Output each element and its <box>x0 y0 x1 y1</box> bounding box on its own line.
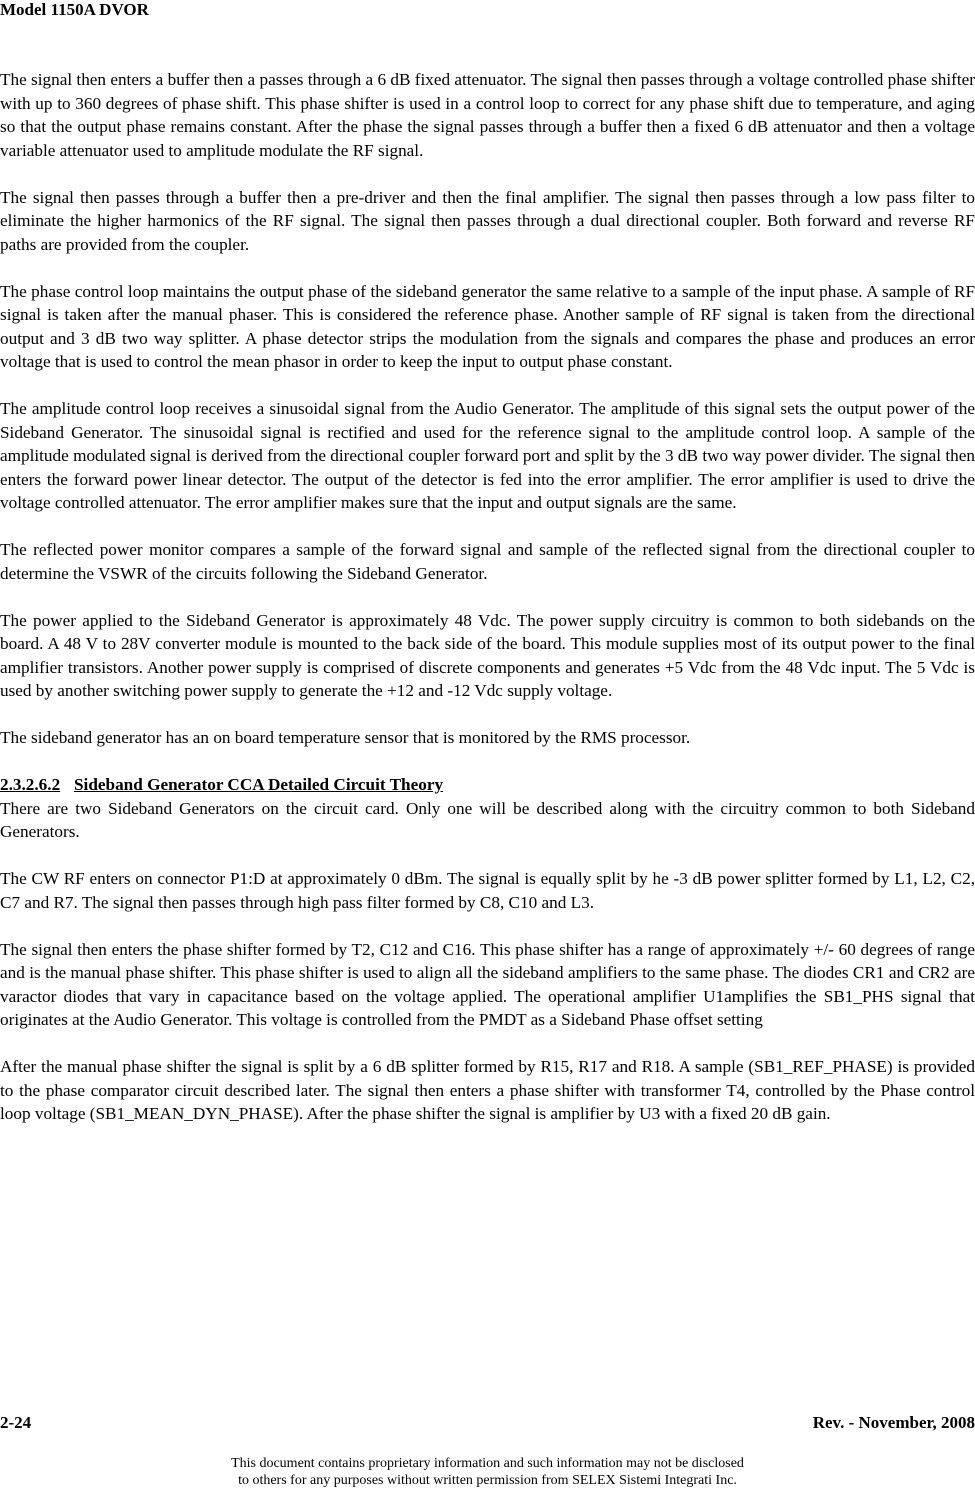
paragraph: The amplitude control loop receives a sinusoidal signal from the Audio Generator. The amplitude of this signal sets the output power of the Sideband Generator. The sinusoidal signal is rectified and used for the reference signal to the amplitude control loop. A sample of the amplitude modulated signal is derived from the directional coupler forward port and split by the 3 dB two way power divider. The signal then enters the forward power linear detector. The output of the detector is fed into the error amplifier. The error amplifier is used to drive the voltage controlled attenuator. The error amplifier makes sure that the input and output signals are the same. <box>0 399 975 512</box>
section-title: Sideband Generator CCA Detailed Circuit Theory <box>74 775 444 794</box>
disclaimer-line-2: to others for any purposes without written permission from SELEX Sistemi Integrati Inc. <box>238 1473 737 1488</box>
footer-page-number: 2-24 <box>0 1413 32 1432</box>
paragraph: The CW RF enters on connector P1:D at approximately 0 dBm. The signal is equally split by he -3 dB power splitter formed by L1, L2, C2, C7 and R7. The signal then passes through high pass filter formed by C8, C10 and L3. <box>0 869 975 912</box>
paragraph: The signal then enters the phase shifter formed by T2, C12 and C16. This phase shifter has a range of approximately +/- 60 degrees of range and is the manual phase shifter. This phase shifter is used to align all the sideband amplifiers to the same phase. The diodes CR1 and CR2 are varactor diodes that vary in capacitance based on the voltage applied. The operational amplifier U1amplifies the SB1_PHS signal that originates at the Audio Generator. This voltage is controlled from the PMDT as a Sideband Phase offset setting <box>0 939 975 1029</box>
paragraph: There are two Sideband Generators on the circuit card. Only one will be described along with the circuitry common to both Sideband Generators. <box>0 798 975 841</box>
disclaimer-line-1: This document contains proprietary information and such information may not be disclosed <box>231 1456 744 1471</box>
paragraph: The signal then passes through a buffer then a pre-driver and then the final amplifier. The signal then passes through a low pass filter to eliminate the higher harmonics of the RF signal. The signal then passes through a dual directional coupler. Both forward and reverse RF paths are provided from the coupler. <box>0 187 975 254</box>
document-body <box>0 68 975 1149</box>
paragraph: The reflected power monitor compares a sample of the forward signal and sample of the reflected signal from the directional coupler to determine the VSWR of the circuits following the Sideband Generator. <box>0 540 975 583</box>
footer-revision: Rev. - November, 2008 <box>812 1413 975 1432</box>
paragraph: The phase control loop maintains the output phase of the sideband generator the same relative to a sample of the input phase. A sample of RF signal is taken after the manual phaser. This is considered the reference phase. Another sample of RF signal is taken from the directional output and 3 dB two way splitter. A phase detector strips the modulation from the signals and compares the phase and produces an error voltage that is used to control the mean phasor in order to keep the input to output phase constant. <box>0 281 975 371</box>
paragraph: After the manual phase shifter the signal is split by a 6 dB splitter formed by R15, R17 and R18. A sample (SB1_REF_PHASE) is provided to the phase comparator circuit described later. The signal then enters a phase shifter with transformer T4, controlled by the Phase control loop voltage (SB1_MEAN_DYN_PHASE). After the phase shifter the signal is amplifier by U3 with a fixed 20 dB gain. <box>0 1057 975 1123</box>
footer-disclaimer <box>0 1455 975 1489</box>
paragraph: The signal then enters a buffer then a passes through a 6 dB fixed attenuator. The signal then passes through a voltage controlled phase shifter with up to 360 degrees of phase shift. This phase shifter is used in a control loop to correct for any phase shift due to temperature, and aging so that the output phase remains constant. After the phase the signal passes through a buffer then a fixed 6 dB attenuator and then a voltage variable attenuator used to amplitude modulate the RF signal. <box>0 70 975 160</box>
section-heading <box>0 773 975 797</box>
paragraph: The power applied to the Sideband Generator is approximately 48 Vdc. The power supply circuitry is common to both sidebands on the board. A 48 V to 28V converter module is mounted to the back side of the board. This module supplies most of its output power to the final amplifier transistors. Another power supply is comprised of discrete components and generates +5 Vdc from the 48 Vdc input. The 5 Vdc is used by another switching power supply to generate the +12 and -12 Vdc supply voltage. <box>0 610 975 700</box>
paragraph: The sideband generator has an on board temperature sensor that is monitored by the RMS processor. <box>0 728 691 747</box>
page-header-title: Model 1150A DVOR <box>0 0 149 19</box>
section-number: 2.3.2.6.2 <box>0 775 61 794</box>
